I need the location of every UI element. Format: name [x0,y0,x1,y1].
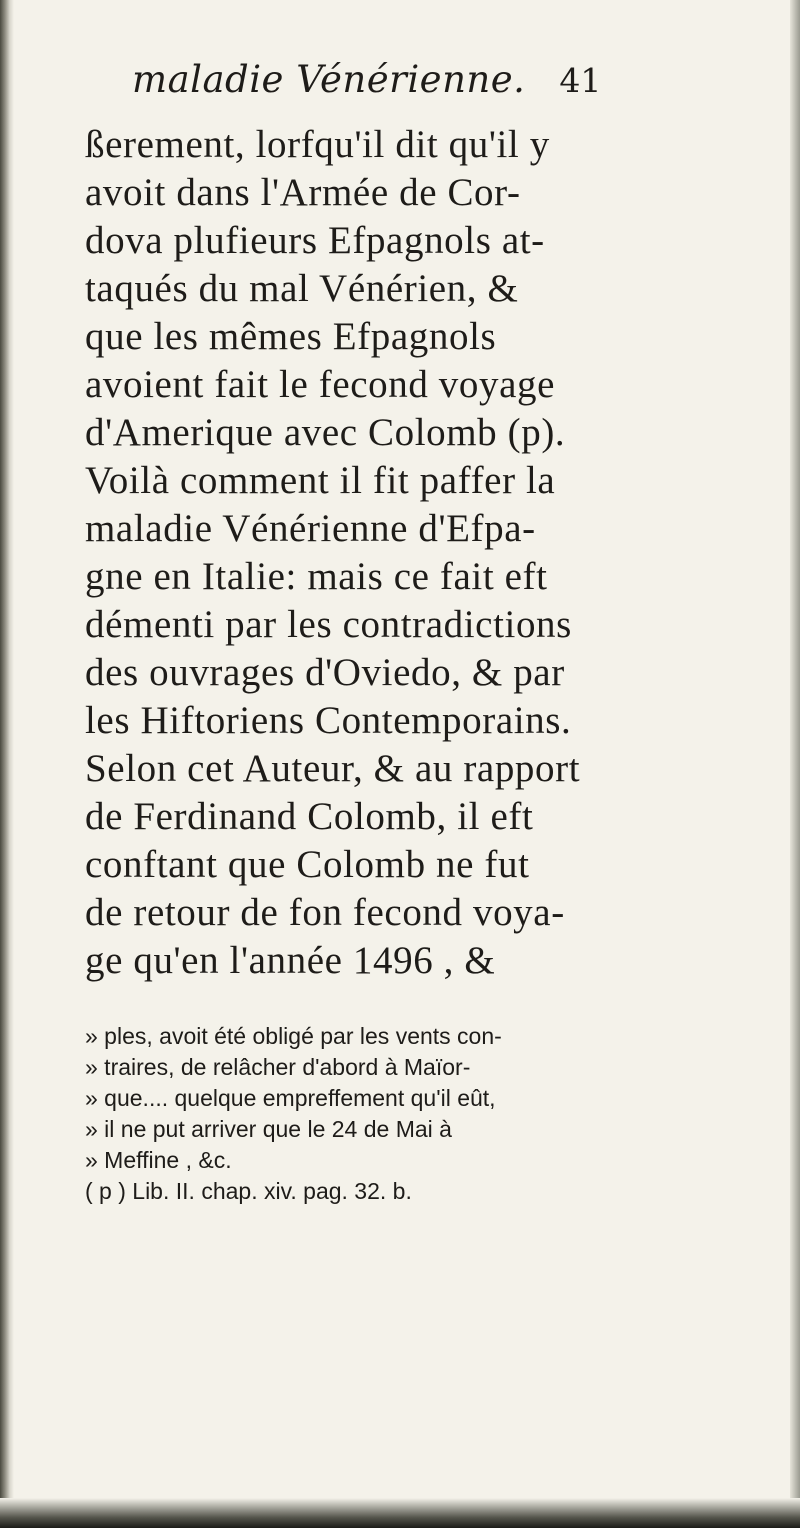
text-line: avoient fait le fecond voyage [85,363,556,406]
page-number: 41 [559,61,602,100]
text-line: dova plufieurs Efpagnols at- [85,219,545,262]
text-line: conftant que Colomb ne fut [85,843,530,886]
footnotes [85,1021,800,1207]
text-line: d'Amerique avec Colomb (p). [85,411,566,454]
text-line: taqués du mal Vénérien, & [85,267,519,310]
text-line: ge qu'en l'année 1496 , & [85,939,496,982]
text-line: de retour de fon fecond voya- [85,891,565,934]
text-line: avoit dans l'Armée de Cor- [85,171,521,214]
body-text [85,121,800,985]
text-line: que les mêmes Efpagnols [85,315,497,358]
text-line: de Ferdinand Colomb, il eft [85,795,534,838]
text-line: démenti par les contradictions [85,603,572,646]
running-title: maladie Vénérienne. [132,58,526,101]
text-line: des ouvrages d'Oviedo, & par [85,651,565,694]
text-line: maladie Vénérienne d'Efpa- [85,507,536,550]
text-line: Selon cet Auteur, & au rapport [85,747,581,790]
text-line: Voilà comment il fit paffer la [85,459,556,502]
text-line: ßerement, lorfqu'il dit qu'il y [85,123,550,166]
footnote-line: » Meffine , &c. [85,1147,232,1173]
page-header [85,58,800,118]
page-bottom-edge [0,1498,800,1528]
footnote-line: » traires, de relâcher d'abord à Maïor- [85,1054,471,1080]
footnote-line: ( p ) Lib. II. chap. xiv. pag. 32. b. [85,1178,412,1204]
footnote-line: » il ne put arriver que le 24 de Mai à [85,1116,452,1142]
footnote-line: » ples, avoit été obligé par les vents con- [85,1023,502,1049]
book-spine-shadow [0,0,14,1528]
text-line: gne en Italie: mais ce fait eft [85,555,548,598]
footnote-line: » que.... quelque empreffement qu'il eût, [85,1085,496,1111]
text-line: les Hiftoriens Contemporains. [85,699,572,742]
book-page [85,58,800,1207]
